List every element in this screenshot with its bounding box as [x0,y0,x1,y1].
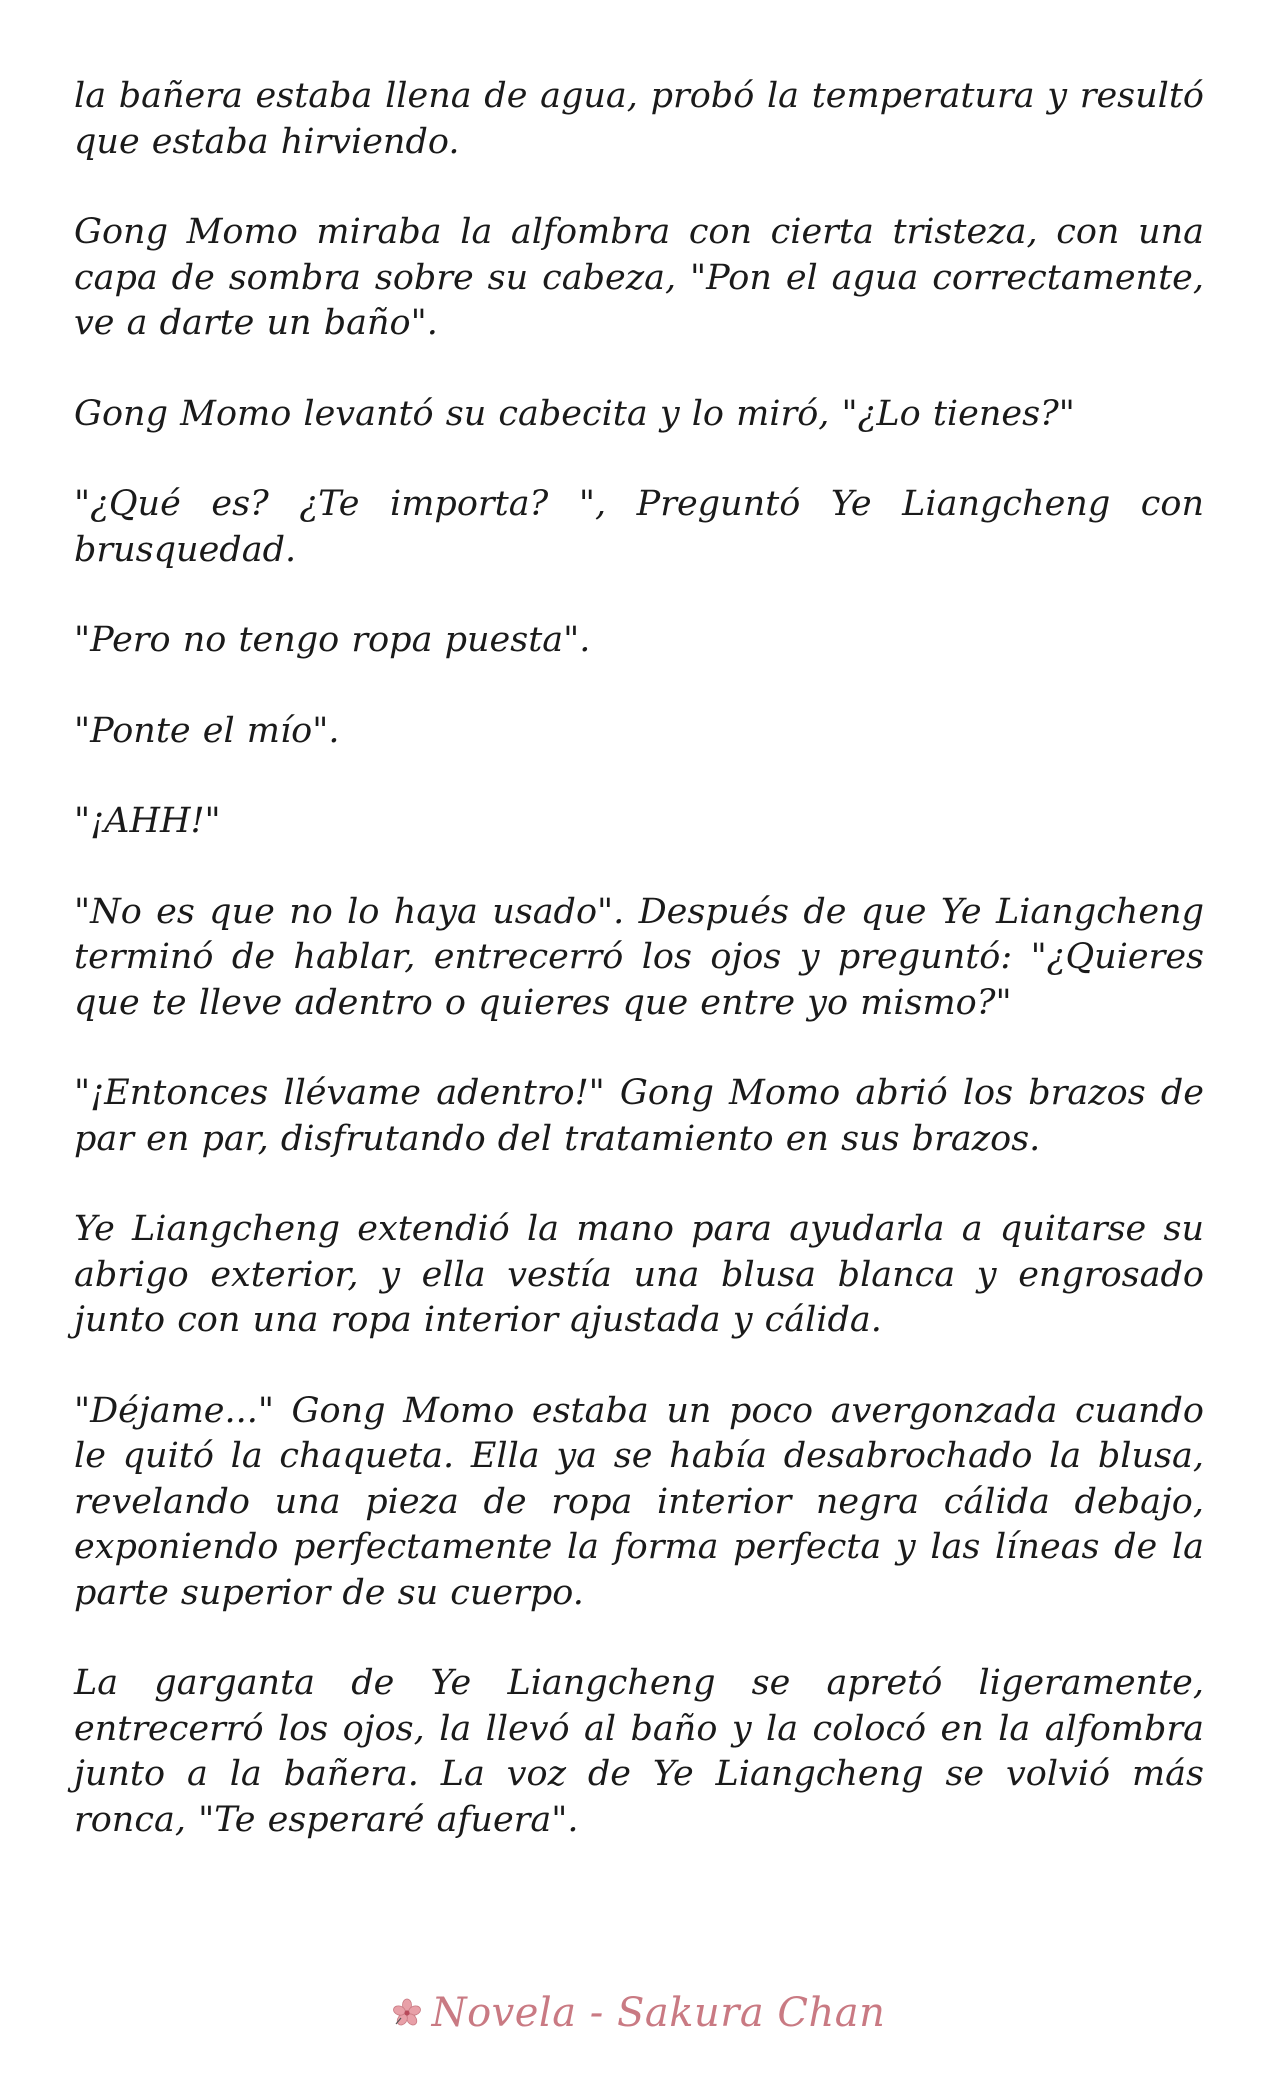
paragraph: Gong Momo levantó su cabecita y lo miró, "¿Lo tienes?" [74,393,1075,434]
paragraph: Gong Momo miraba la alfombra con cierta tristeza, con una capa de sombra sobre su cabeza, "Pon el agua correctamente, ve a darte un baño". [74,212,1204,343]
paragraph: "Ponte el mío". [74,710,340,751]
paragraph: "¡AHH!" [74,801,221,841]
sakura-flower-icon [390,1992,424,2022]
paragraph: "No es que no lo haya usado". Después de que Ye Liangcheng terminó de hablar, entrecerró los ojos y preguntó: "¿Quieres que te lleve adentro o quieres que entre yo mismo?" [74,891,1204,1023]
paragraph: la bañera estaba llena de agua, probó la temperatura y resultó que estaba hirviendo. [74,76,1204,162]
paragraph: "Déjame..." Gong Momo estaba un poco avergonzada cuando le quitó la chaqueta. Ella ya se había desabrochado la blusa, revelando una pieza de ropa interior negra cálida debajo, exponiendo perfectamente la forma perfecta y las líneas de la parte superior de su cuerpo. [74,1390,1204,1613]
paragraph: "¡Entonces llévame adentro!" Gong Momo abrió los brazos de par en par, disfrutando del tratamiento en sus brazos. [74,1073,1204,1159]
paragraph: La garganta de Ye Liangcheng se apretó ligeramente, entrecerró los ojos, la llevó al baño y la colocó en la alfombra junto a la bañera. La voz de Ye Liangcheng se volvió más ronca, "Te esperaré afuera". [74,1663,1204,1840]
paragraph: "¿Qué es? ¿Te importa? ", Preguntó Ye Liangcheng con brusquedad. [74,484,1204,570]
footer-text: Novela - Sakura Chan [431,1990,886,2036]
paragraph: Ye Liangcheng extendió la mano para ayudarla a quitarse su abrigo exterior, y ella vestía una blusa blanca y engrosado junto con una ropa interior ajustada y cálida. [74,1209,1204,1340]
paragraph: "Pero no tengo ropa puesta". [74,620,591,660]
watermark-footer [0,1990,1275,2036]
document-body [74,74,1204,1888]
